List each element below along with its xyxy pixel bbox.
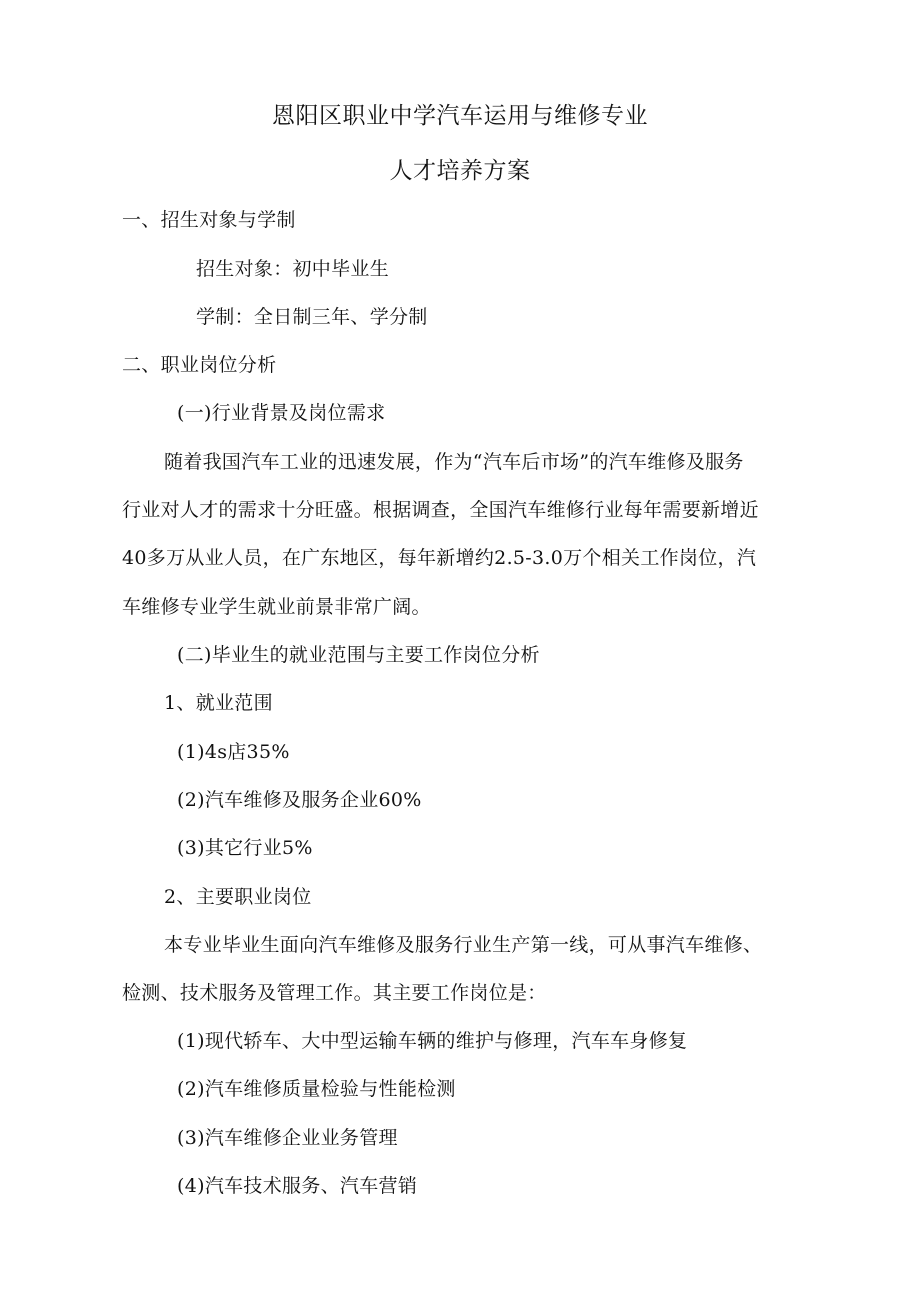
paragraph-line: 40多万从业人员，在广东地区，每年新增约2.5-3.0万个相关工作岗位，汽	[122, 547, 757, 569]
paragraph-line: 随着我国汽车工业的迅速发展，作为“汽车后市场”的汽车维修及服务	[164, 451, 744, 473]
list-item: (1)现代轿车、大中型运输车辆的维护与修理，汽车车身修复	[177, 1030, 688, 1052]
document-title-line-1: 恩阳区职业中学汽车运用与维修专业	[272, 103, 648, 129]
paragraph-line: 本专业毕业生面向汽车维修及服务行业生产第一线，可从事汽车维修、	[164, 934, 763, 956]
main-positions-heading: 2、主要职业岗位	[164, 886, 312, 908]
study-duration: 学制：全日制三年、学分制	[196, 306, 428, 328]
list-item: (3)其它行业5%	[177, 837, 313, 859]
enrollment-target: 招生对象：初中毕业生	[196, 258, 390, 280]
list-item: (1)4s店35%	[177, 741, 290, 763]
section-1-heading: 一、招生对象与学制	[122, 209, 296, 231]
section-2-heading: 二、职业岗位分析	[122, 354, 277, 376]
subsection-2-heading: (二)毕业生的就业范围与主要工作岗位分析	[177, 644, 540, 666]
employment-scope-heading: 1、就业范围	[164, 692, 273, 714]
list-item: (2)汽车维修质量检验与性能检测	[177, 1078, 456, 1100]
document-title-line-2: 人才培养方案	[389, 158, 531, 184]
paragraph-line: 行业对人才的需求十分旺盛。根据调查，全国汽车维修行业每年需要新增近	[122, 499, 759, 521]
paragraph-line: 检测、技术服务及管理工作。其主要工作岗位是：	[122, 982, 547, 1004]
list-item: (2)汽车维修及服务企业60%	[177, 789, 422, 811]
subsection-1-heading: (一)行业背景及岗位需求	[177, 402, 386, 424]
list-item: (3)汽车维修企业业务管理	[177, 1127, 398, 1149]
paragraph-line: 车维修专业学生就业前景非常广阔。	[122, 596, 431, 618]
list-item: (4)汽车技术服务、汽车营销	[177, 1175, 418, 1197]
